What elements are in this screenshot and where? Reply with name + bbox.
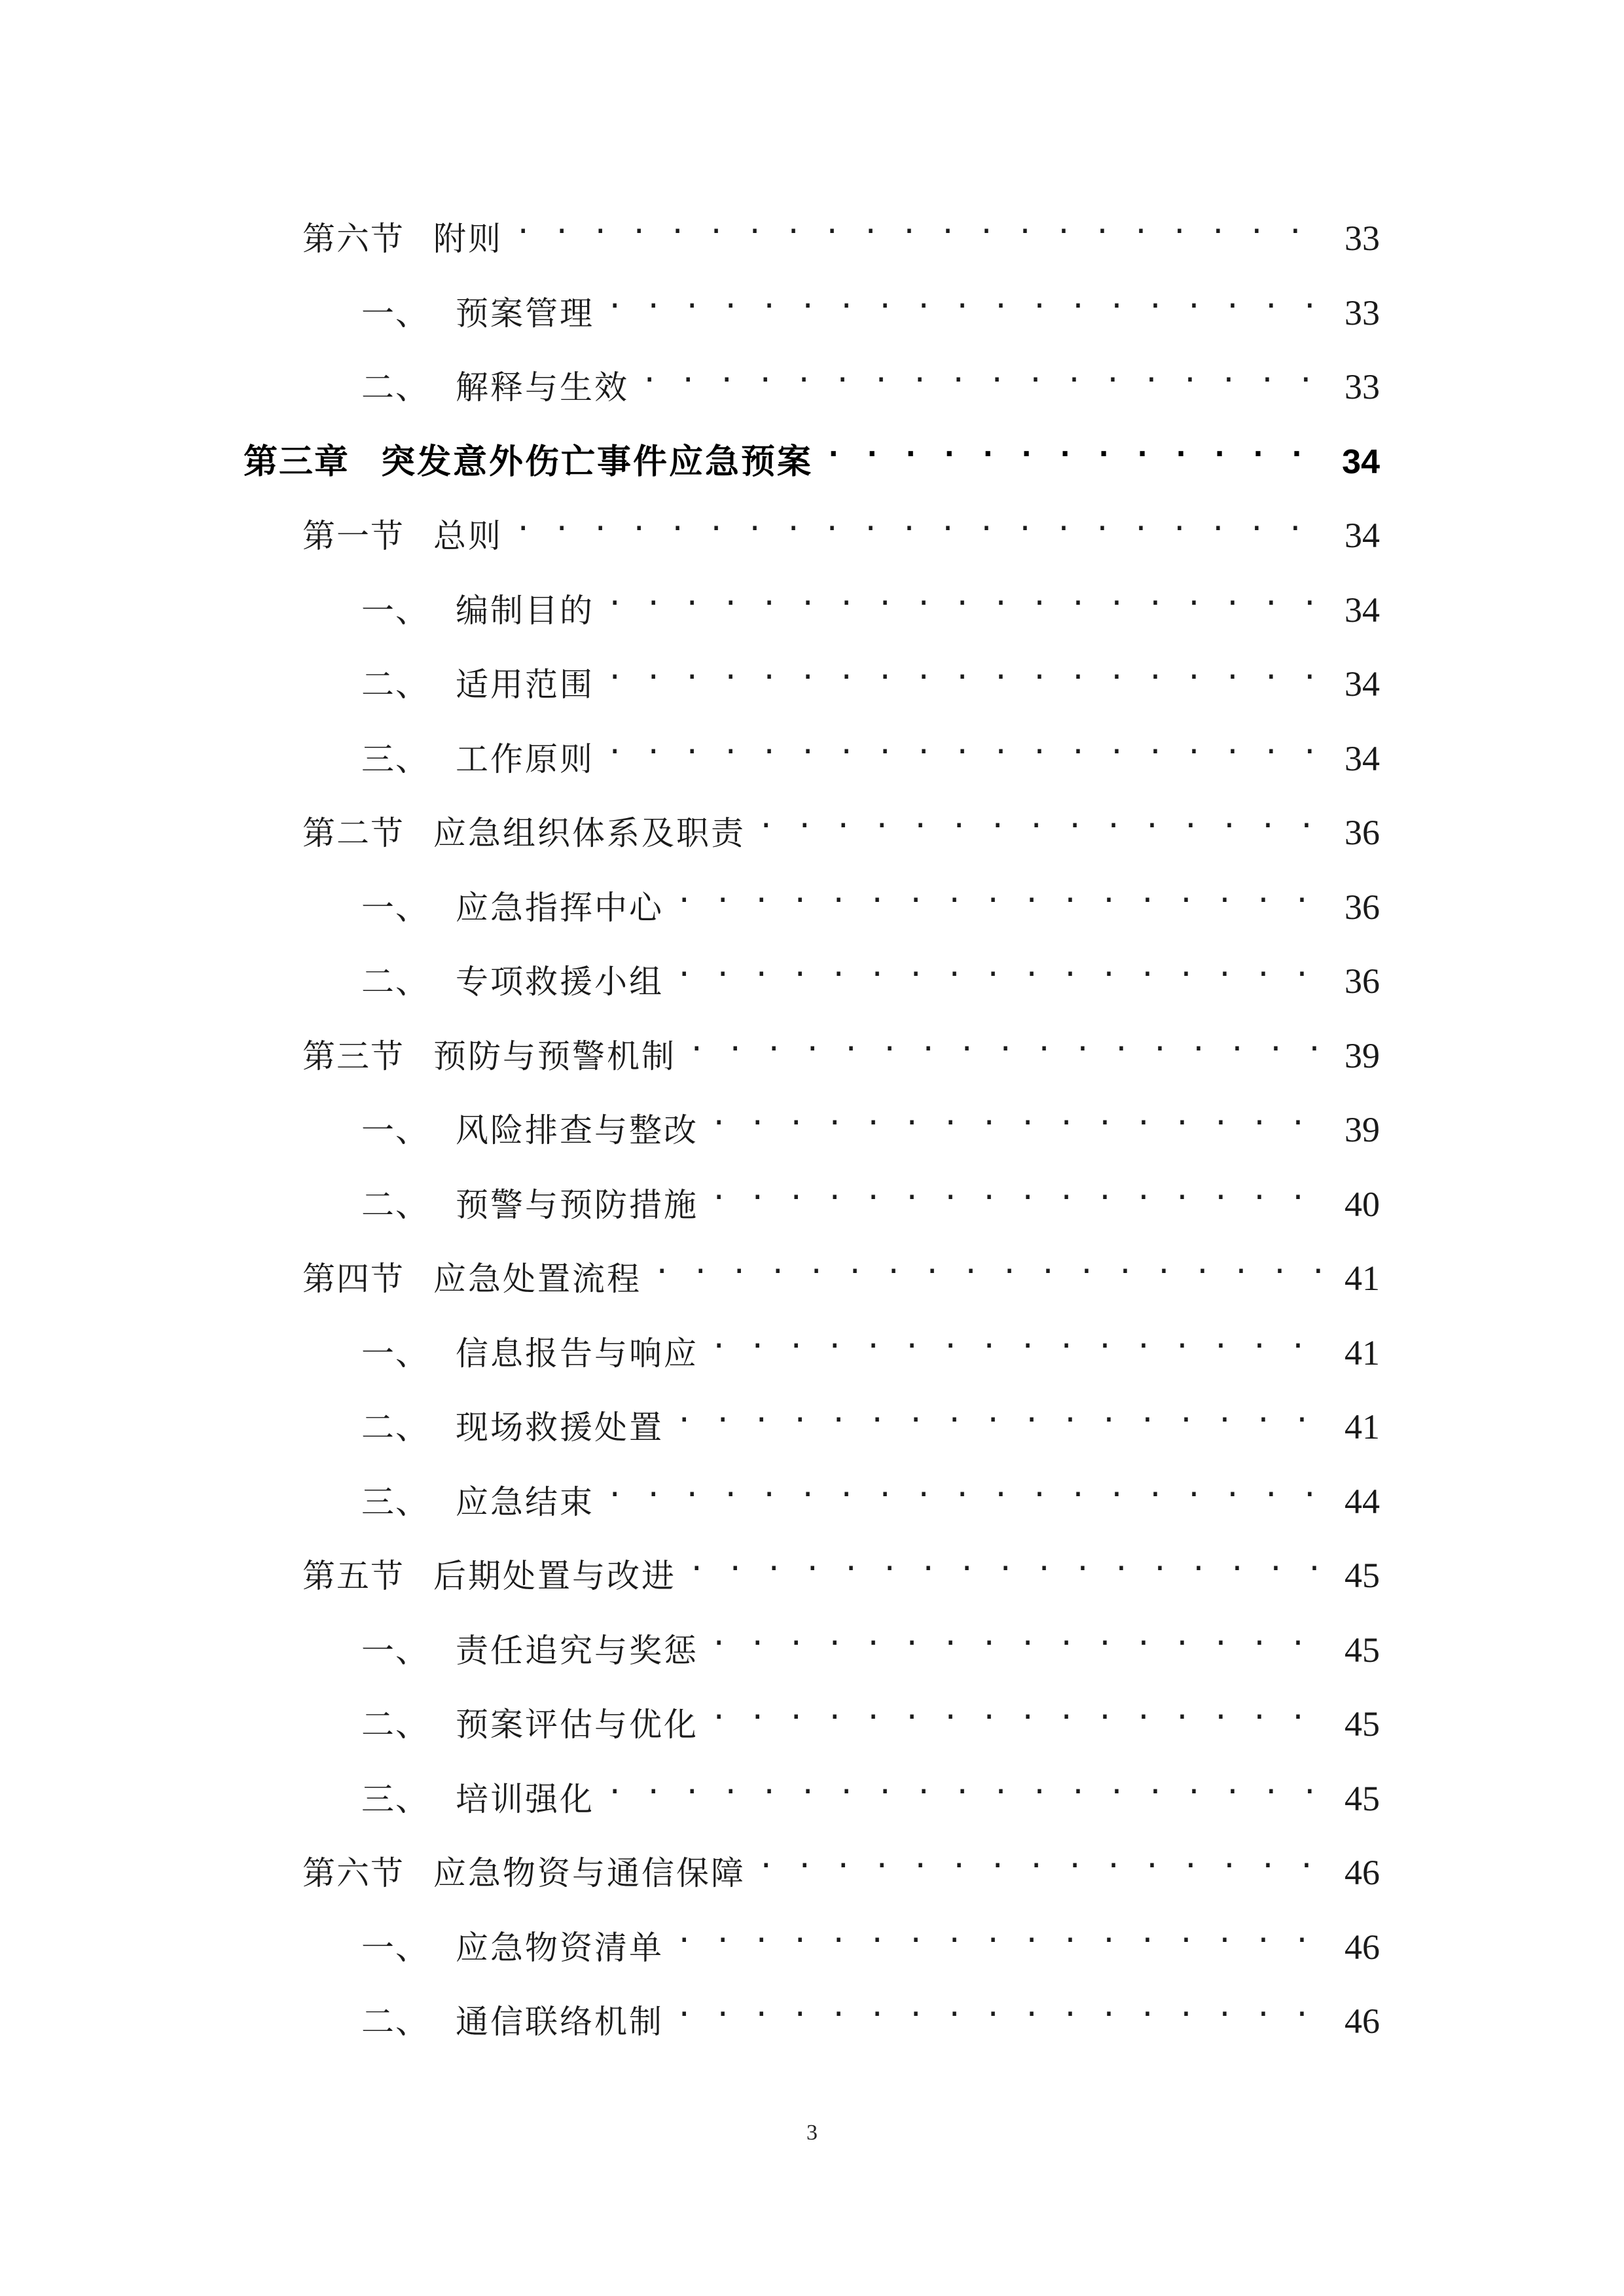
toc-subsection-entry[interactable] — [361, 1683, 1380, 1744]
toc-subsection-entry[interactable] — [361, 272, 1380, 332]
toc-entry-page-number: 34 — [1342, 443, 1380, 481]
toc-dot-leader — [825, 421, 1325, 473]
toc-entry-number: 三、 — [361, 740, 429, 778]
toc-subsection-entry[interactable] — [361, 1461, 1380, 1521]
toc-entry-page-number: 33 — [1344, 293, 1380, 332]
toc-dot-leader — [606, 643, 1325, 696]
toc-entry-title: 适用范围 — [456, 666, 594, 704]
toc-entry-page-number: 34 — [1344, 664, 1380, 704]
toc-entry-number: 一、 — [361, 889, 429, 927]
toc-entry-page-number: 44 — [1344, 1482, 1380, 1521]
toc-subsection-entry[interactable] — [361, 718, 1380, 778]
toc-entry-number: 第三节 — [302, 1037, 405, 1075]
toc-entry-page-number: 36 — [1344, 888, 1380, 927]
toc-entry-page-number: 33 — [1344, 367, 1380, 406]
toc-entry-number: 一、 — [361, 1632, 429, 1670]
toc-entry-number: 二、 — [361, 1706, 429, 1744]
toc-entry-title: 应急结束 — [456, 1483, 594, 1521]
toc-subsection-entry[interactable] — [361, 1164, 1380, 1224]
toc-subsection-entry[interactable] — [361, 1981, 1380, 2041]
toc-dot-leader — [710, 1683, 1325, 1736]
toc-entry-title: 责任追究与奖惩 — [456, 1632, 698, 1670]
toc-dot-leader — [606, 272, 1325, 325]
toc-entry-number: 一、 — [361, 1929, 429, 1967]
toc-subsection-entry[interactable] — [361, 1758, 1380, 1818]
toc-dot-leader — [606, 718, 1325, 770]
toc-dot-leader — [688, 1535, 1325, 1587]
toc-dot-leader — [710, 1609, 1325, 1662]
toc-entry-page-number: 34 — [1344, 739, 1380, 778]
toc-entry-title: 应急物资清单 — [456, 1929, 664, 1967]
toc-entry-title: 突发意外伤亡事件应急预案 — [381, 442, 814, 482]
toc-entry-page-number: 40 — [1344, 1185, 1380, 1224]
toc-entry-number: 二、 — [361, 368, 429, 406]
toc-entry-title: 总则 — [433, 517, 503, 555]
toc-entry-title: 预案评估与优化 — [456, 1706, 698, 1744]
toc-entry-number: 一、 — [361, 592, 429, 630]
toc-entry-title: 现场救援处置 — [456, 1408, 664, 1446]
toc-entry-page-number: 46 — [1344, 1853, 1380, 1892]
toc-entry-page-number: 46 — [1344, 2001, 1380, 2041]
page-number: 3 — [806, 2121, 818, 2145]
toc-dot-leader — [514, 495, 1325, 547]
toc-dot-leader — [606, 569, 1325, 622]
toc-entry-number: 二、 — [361, 1186, 429, 1224]
toc-entry-page-number: 39 — [1344, 1036, 1380, 1075]
toc-entry-page-number: 41 — [1344, 1333, 1380, 1372]
toc-entry-title: 后期处置与改进 — [433, 1557, 676, 1595]
toc-dot-leader — [676, 867, 1325, 919]
toc-dot-leader — [641, 346, 1325, 399]
toc-entry-page-number: 45 — [1344, 1779, 1380, 1818]
toc-subsection-entry[interactable] — [361, 569, 1380, 630]
toc-subsection-entry[interactable] — [361, 346, 1380, 406]
toc-entry-title: 应急物资与通信保障 — [433, 1854, 746, 1892]
toc-dot-leader — [710, 1312, 1325, 1365]
toc-subsection-entry[interactable] — [361, 941, 1380, 1001]
toc-entry-number: 三、 — [361, 1483, 429, 1521]
toc-entry-page-number: 46 — [1344, 1928, 1380, 1967]
toc-entry-title: 预案管理 — [456, 295, 594, 332]
toc-entry-number: 一、 — [361, 1335, 429, 1372]
toc-entry-page-number: 33 — [1344, 219, 1380, 258]
toc-entry-number: 第三章 — [244, 442, 350, 482]
toc-entry-title: 预警与预防措施 — [456, 1186, 698, 1224]
toc-dot-leader — [710, 1089, 1325, 1141]
toc-section-entry[interactable] — [302, 495, 1380, 555]
toc-entry-page-number: 39 — [1344, 1110, 1380, 1149]
toc-entry-title: 通信联络机制 — [456, 2003, 664, 2041]
toc-entry-number: 一、 — [361, 295, 429, 332]
toc-chapter-entry[interactable] — [244, 421, 1380, 482]
toc-dot-leader — [688, 1015, 1325, 1067]
toc-section-entry[interactable] — [302, 1015, 1380, 1075]
toc-entry-page-number: 41 — [1344, 1407, 1380, 1446]
toc-dot-leader — [606, 1461, 1325, 1513]
toc-entry-page-number: 41 — [1344, 1259, 1380, 1298]
toc-subsection-entry[interactable] — [361, 1312, 1380, 1372]
toc-entry-page-number: 36 — [1344, 813, 1380, 852]
toc-entry-page-number: 34 — [1344, 590, 1380, 630]
toc-dot-leader — [710, 1164, 1325, 1216]
toc-entry-title: 工作原则 — [456, 740, 594, 778]
toc-subsection-entry[interactable] — [361, 643, 1380, 704]
toc-section-entry[interactable] — [302, 792, 1380, 852]
toc-dot-leader — [676, 1981, 1325, 2033]
toc-dot-leader — [757, 792, 1325, 844]
toc-dot-leader — [757, 1832, 1325, 1884]
toc-subsection-entry[interactable] — [361, 1609, 1380, 1670]
toc-entry-number: 第一节 — [302, 517, 405, 555]
toc-entry-title: 附则 — [433, 220, 503, 258]
toc-entry-page-number: 45 — [1344, 1704, 1380, 1744]
toc-dot-leader — [606, 1758, 1325, 1810]
toc-dot-leader — [653, 1238, 1325, 1290]
toc-section-entry[interactable] — [302, 1832, 1380, 1892]
toc-entry-number: 三、 — [361, 1780, 429, 1818]
toc-subsection-entry[interactable] — [361, 1089, 1380, 1149]
toc-entry-page-number: 36 — [1344, 961, 1380, 1001]
toc-entry-title: 应急指挥中心 — [456, 889, 664, 927]
toc-subsection-entry[interactable] — [361, 1386, 1380, 1446]
toc-entry-title: 培训强化 — [456, 1780, 594, 1818]
toc-entry-title: 信息报告与响应 — [456, 1335, 698, 1372]
toc-entry-number: 第六节 — [302, 220, 405, 258]
toc-entry-title: 编制目的 — [456, 592, 594, 630]
toc-entry-title: 风险排查与整改 — [456, 1111, 698, 1149]
toc-entry-number: 第二节 — [302, 814, 405, 852]
toc-entry-number: 二、 — [361, 1408, 429, 1446]
toc-dot-leader — [676, 941, 1325, 993]
toc-entry-title: 应急处置流程 — [433, 1260, 641, 1298]
toc-entry-page-number: 45 — [1344, 1630, 1380, 1670]
toc-section-entry[interactable] — [302, 1535, 1380, 1595]
toc-entry-title: 应急组织体系及职责 — [433, 814, 746, 852]
toc-entry-page-number: 34 — [1344, 516, 1380, 555]
toc-entry-number: 一、 — [361, 1111, 429, 1149]
toc-entry-page-number: 45 — [1344, 1556, 1380, 1595]
toc-subsection-entry[interactable] — [361, 867, 1380, 927]
toc-entry-title: 专项救援小组 — [456, 963, 664, 1001]
toc-dot-leader — [676, 1386, 1325, 1439]
toc-dot-leader — [514, 198, 1325, 250]
toc-section-entry[interactable] — [302, 198, 1380, 258]
toc-entry-number: 二、 — [361, 2003, 429, 2041]
toc-entry-title: 预防与预警机制 — [433, 1037, 676, 1075]
toc-subsection-entry[interactable] — [361, 1907, 1380, 1967]
toc-entry-number: 二、 — [361, 963, 429, 1001]
toc-entry-title: 解释与生效 — [456, 368, 629, 406]
toc-dot-leader — [676, 1907, 1325, 1959]
toc-entry-number: 二、 — [361, 666, 429, 704]
toc-entry-number: 第六节 — [302, 1854, 405, 1892]
toc-entry-number: 第四节 — [302, 1260, 405, 1298]
toc-entry-number: 第五节 — [302, 1557, 405, 1595]
toc-section-entry[interactable] — [302, 1238, 1380, 1298]
